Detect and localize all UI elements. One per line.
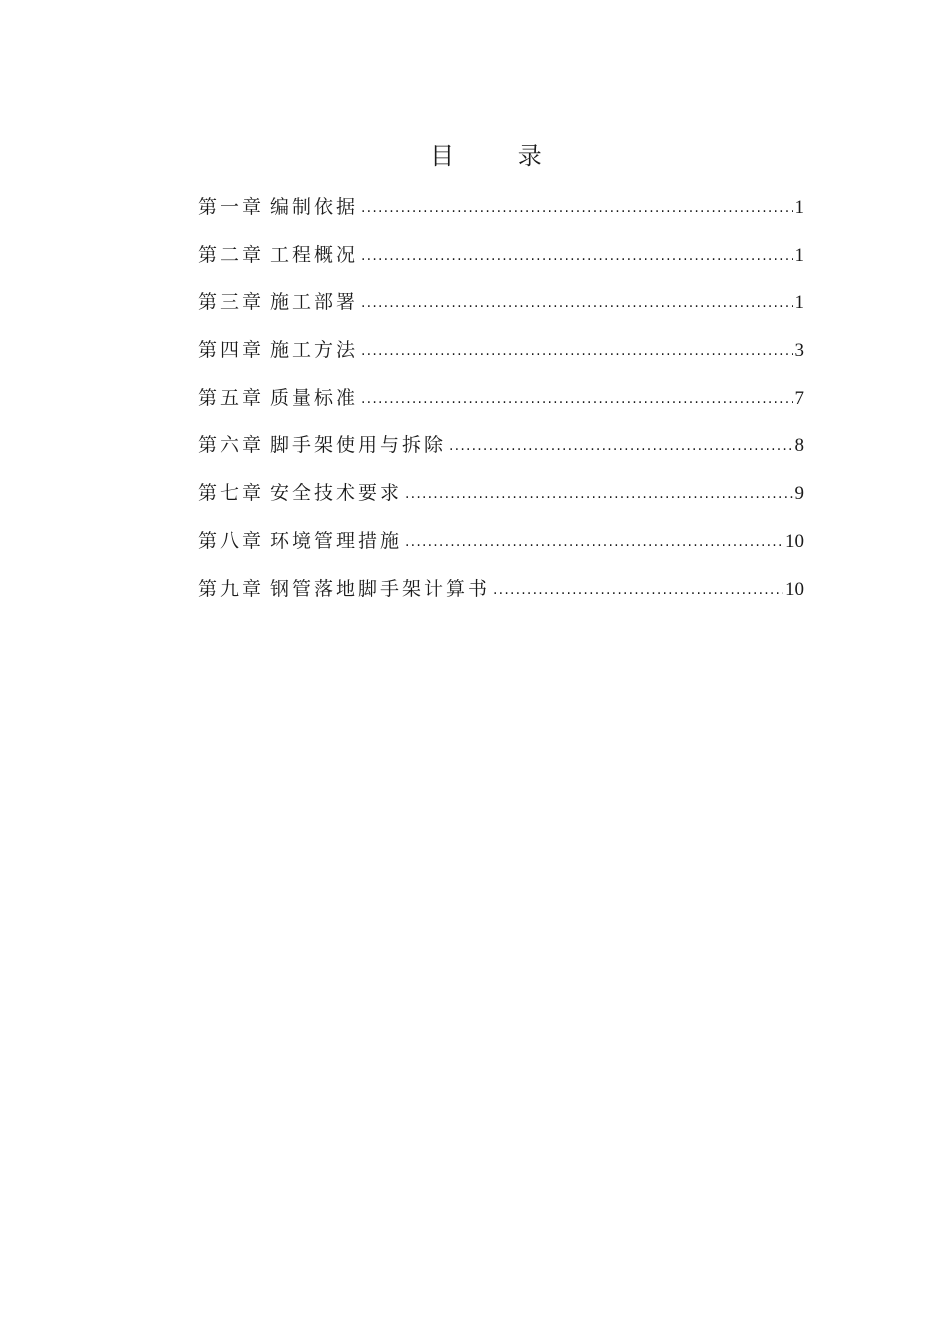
toc-dot-leader <box>361 236 792 276</box>
toc-chapter-label: 第二章 <box>198 243 265 266</box>
toc-chapter-label: 第九章 <box>198 577 265 600</box>
toc-chapter-label: 第一章 <box>198 196 265 218</box>
toc-chapter-label: 第四章 <box>198 339 265 362</box>
toc-entry-title: 施工方法 <box>270 339 359 362</box>
toc-entry[interactable] <box>198 235 804 283</box>
toc-entry-title: 施工部署 <box>270 291 359 314</box>
toc-entry-title: 编制依据 <box>270 196 359 218</box>
toc-entry[interactable] <box>198 569 804 617</box>
toc-entry[interactable] <box>198 425 804 473</box>
toc-entry-title: 脚手架使用与拆除 <box>270 434 447 457</box>
toc-page-number: 1 <box>794 244 804 266</box>
toc-page-number: 8 <box>794 435 804 457</box>
toc-page-number: 7 <box>794 387 804 409</box>
toc-page-number: 10 <box>785 530 804 552</box>
toc-dot-leader <box>361 283 792 323</box>
toc-chapter-label: 第七章 <box>198 482 265 505</box>
toc-title: 目 录 <box>430 142 570 170</box>
toc-entry-title: 钢管落地脚手架计算书 <box>270 577 491 600</box>
toc-chapter-label: 第三章 <box>198 291 265 314</box>
toc-page-number: 1 <box>794 197 804 218</box>
toc-dot-leader <box>405 522 783 562</box>
toc-entry-title: 质量标准 <box>270 386 359 409</box>
toc-chapter-label: 第六章 <box>198 434 265 457</box>
toc-page-number: 1 <box>794 292 804 314</box>
toc-page-number: 10 <box>785 578 804 600</box>
toc-entry[interactable] <box>198 282 804 330</box>
toc-entry-title: 安全技术要求 <box>270 482 403 505</box>
toc-dot-leader <box>361 379 792 419</box>
toc-dot-leader <box>361 188 792 228</box>
toc-entry[interactable] <box>198 378 804 426</box>
toc-entry-title: 环境管理措施 <box>270 529 403 552</box>
toc-list <box>198 187 804 616</box>
toc-entry[interactable] <box>198 330 804 378</box>
toc-dot-leader <box>405 474 792 514</box>
toc-entry[interactable] <box>198 473 804 521</box>
toc-chapter-label: 第八章 <box>198 529 265 552</box>
toc-dot-leader <box>493 570 783 610</box>
toc-page-number: 3 <box>794 340 804 362</box>
toc-dot-leader <box>361 331 792 371</box>
toc-entry-title: 工程概况 <box>270 243 359 266</box>
toc-entry[interactable] <box>198 521 804 569</box>
toc-entry[interactable] <box>198 187 804 235</box>
toc-page-number: 9 <box>794 483 804 505</box>
toc-chapter-label: 第五章 <box>198 386 265 409</box>
toc-dot-leader <box>449 426 792 466</box>
